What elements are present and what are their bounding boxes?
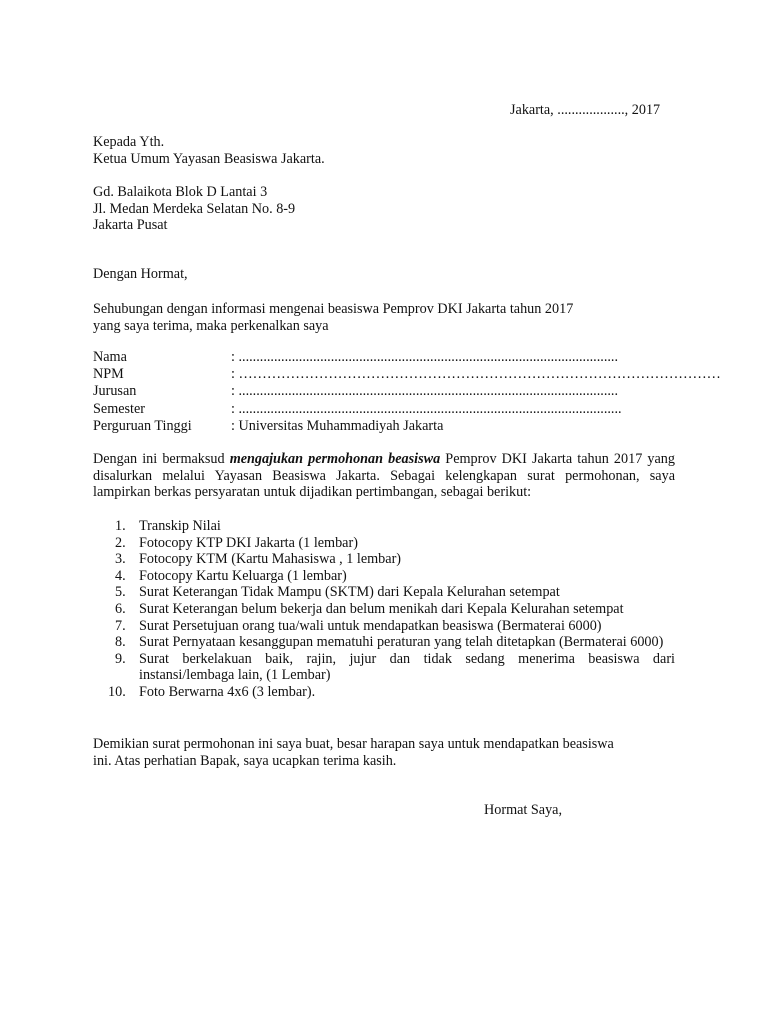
list-item <box>93 518 675 535</box>
purpose-paragraph <box>93 451 675 501</box>
intro-paragraph <box>93 301 675 334</box>
list-item <box>93 568 675 585</box>
list-item <box>93 651 675 684</box>
field-row <box>93 383 675 400</box>
field-label: Semester <box>93 400 146 417</box>
field-row <box>93 418 675 435</box>
field-label: Jurusan <box>93 383 137 400</box>
list-number: 9. <box>115 650 126 667</box>
field-label: NPM <box>93 366 124 383</box>
closing-paragraph <box>93 736 675 769</box>
signoff: Hormat Saya, <box>484 802 563 818</box>
list-text: Foto Berwarna 4x6 (3 lembar). <box>139 683 316 700</box>
field-value: : ............................................................................................................ <box>231 400 622 417</box>
list-number: 7. <box>115 617 126 634</box>
list-number: 6. <box>115 600 126 617</box>
purpose-text-start: Dengan ini bermaksud <box>93 451 230 467</box>
list-item <box>93 684 675 701</box>
salutation: Dengan Hormat, <box>93 266 188 282</box>
list-item <box>93 535 675 552</box>
intro-line: Sehubungan dengan informasi mengenai beasiswa Pemprov DKI Jakarta tahun 2017 <box>93 301 574 317</box>
field-value: : ........................................................................................................... <box>231 383 619 400</box>
address-line: Jl. Medan Merdeka Selatan No. 8-9 <box>93 200 296 217</box>
list-text: Surat Keterangan belum bekerja dan belum menikah dari Kepala Kelurahan setempat <box>139 600 624 617</box>
field-row <box>93 349 675 366</box>
field-value: : Universitas Muhammadiyah Jakarta <box>231 417 444 434</box>
field-row <box>93 366 721 383</box>
list-number: 8. <box>115 634 126 651</box>
list-number: 2. <box>115 534 126 551</box>
list-text: Fotocopy Kartu Keluarga (1 lembar) <box>139 567 347 584</box>
field-label: Perguruan Tinggi <box>93 417 192 434</box>
list-number: 5. <box>115 584 126 601</box>
recipient-line: Ketua Umum Yayasan Beasiswa Jakarta. <box>93 150 325 167</box>
list-text: Surat berkelakuan baik, rajin, jujur dan tidak sedang menerima beasiswa dari instansi/lembaga lain, (1 Lembar) <box>139 650 675 684</box>
closing-line: Demikian surat permohonan ini saya buat, besar harapan saya untuk mendapatkan beasiswa <box>93 736 614 752</box>
list-text: Transkip Nilai <box>139 518 221 534</box>
date-line: Jakarta, ..................., 2017 <box>510 102 661 118</box>
intro-line: yang saya terima, maka perkenalkan saya <box>93 317 329 334</box>
closing-line: ini. Atas perhatian Bapak, saya ucapkan terima kasih. <box>93 752 397 769</box>
list-number: 10. <box>108 683 126 700</box>
list-item <box>93 551 675 568</box>
list-item <box>93 584 675 601</box>
purpose-text-end: Pemprov DKI Jakarta tahun 2017 yang disalurkan melalui Yayasan Beasiswa Jakarta. Sebagai kelengkapan surat permohonan, saya lampirkan berkas persyaratan untuk dijadikan pertimbangan, sebagai berikut: <box>93 451 675 501</box>
field-label: Nama <box>93 349 127 365</box>
address-line: Jakarta Pusat <box>93 217 168 234</box>
list-text: Surat Persetujuan orang tua/wali untuk mendapatkan beasiswa (Bermaterai 6000) <box>139 617 602 634</box>
purpose-text <box>93 451 675 501</box>
list-number: 3. <box>115 551 126 568</box>
list-item <box>93 618 675 635</box>
list-text: Fotocopy KTP DKI Jakarta (1 lembar) <box>139 534 358 551</box>
list-item <box>93 601 675 618</box>
list-text: Fotocopy KTM (Kartu Mahasiswa , 1 lembar) <box>139 551 402 568</box>
list-text: Surat Keterangan Tidak Mampu (SKTM) dari Kepala Kelurahan setempat <box>139 584 560 601</box>
field-value: : ………………………………………………………………………………………… <box>231 366 721 383</box>
address-line: Gd. Balaikota Blok D Lantai 3 <box>93 184 268 200</box>
applicant-fields <box>93 349 721 435</box>
list-number: 1. <box>115 518 126 534</box>
field-value: : ........................................................................................................... <box>231 349 619 365</box>
field-row <box>93 401 675 418</box>
recipient-block <box>93 134 675 167</box>
list-text: Surat Pernyataan kesanggupan mematuhi peraturan yang telah ditetapkan (Bermaterai 6000) <box>139 634 664 651</box>
requirements-list <box>93 518 675 701</box>
address-block <box>93 184 675 234</box>
list-number: 4. <box>115 567 126 584</box>
recipient-line: Kepada Yth. <box>93 134 165 150</box>
purpose-emphasis: mengajukan permohonan beasiswa <box>229 451 441 467</box>
list-item <box>93 634 675 651</box>
